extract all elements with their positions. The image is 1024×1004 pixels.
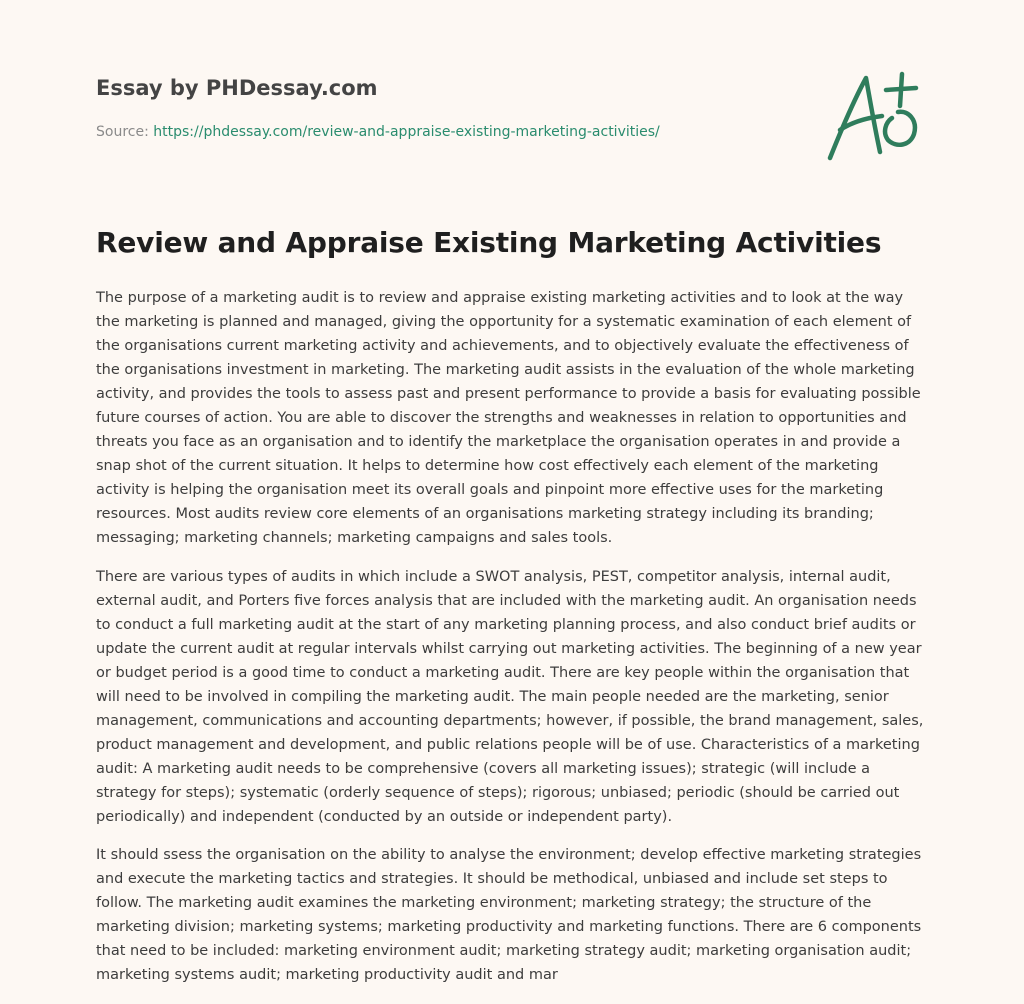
source-label: Source: [96, 124, 149, 140]
site-title: Essay by PHDessay.com [96, 76, 378, 100]
essay-body [96, 286, 928, 1002]
source-link[interactable]: https://phdessay.com/review-and-appraise-existing-marketing-activities/ [153, 124, 660, 140]
a-plus-logo [818, 66, 928, 166]
essay-paragraph: It should ssess the organisation on the ability to analyse the environment; develop effective marketing strategies and execute the marketing tactics and strategies. It should be methodical, unbiased and include set steps to follow. The marketing audit examines the marketing environment; marketing strategy; the structure of the marketing division; marketing systems; marketing productivity and marketing functions. There are 6 components that need to be included: marketing environment audit; marketing strategy audit; marketing organisation audit; marketing systems audit; marketing productivity audit and mar [96, 847, 922, 983]
essay-title: Review and Appraise Existing Marketing Activities [96, 226, 882, 259]
source-line [96, 124, 660, 140]
essay-paragraph: The purpose of a marketing audit is to review and appraise existing marketing activities and to look at the way the marketing is planned and managed, giving the opportunity for a systematic examination of each element of the organisations current marketing activity and achievements, and to objectively evaluate the effectiveness of the organisations investment in marketing. The marketing audit assists in the evaluation of the whole marketing activity, and provides the tools to assess past and present performance to provide a basis for evaluating possible future courses of action. You are able to discover the strengths and weaknesses in relation to opportunities and threats you face as an organisation and to identify the marketplace the organisation operates in and provide a snap shot of the current situation. It helps to determine how cost effectively each element of the marketing activity is helping the organisation meet its overall goals and pinpoint more effective uses for the marketing resources. Most audits review core elements of an organisations marketing strategy including its branding; messaging; marketing channels; marketing campaigns and sales tools. [96, 290, 921, 546]
essay-paragraph: There are various types of audits in which include a SWOT analysis, PEST, competitor analysis, internal audit, external audit, and Porters five forces analysis that are included with the marketing audit. An organisation needs to conduct a full marketing audit at the start of any marketing planning process, and also conduct brief audits or update the current audit at regular intervals whilst carrying out marketing activities. The beginning of a new year or budget period is a good time to conduct a marketing audit. There are key people within the organisation that will need to be involved in compiling the marketing audit. The main people needed are the marketing, senior management, communications and accounting departments; however, if possible, the brand management, sales, product management and development, and public relations people will be of use. Characteristics of a marketing audit: A marketing audit needs to be comprehensive (covers all marketing issues); strategic (will include a strategy for steps); systematic (orderly sequence of steps); rigorous; unbiased; periodic (should be carried out periodically) and independent (conducted by an outside or independent party). [96, 568, 924, 825]
